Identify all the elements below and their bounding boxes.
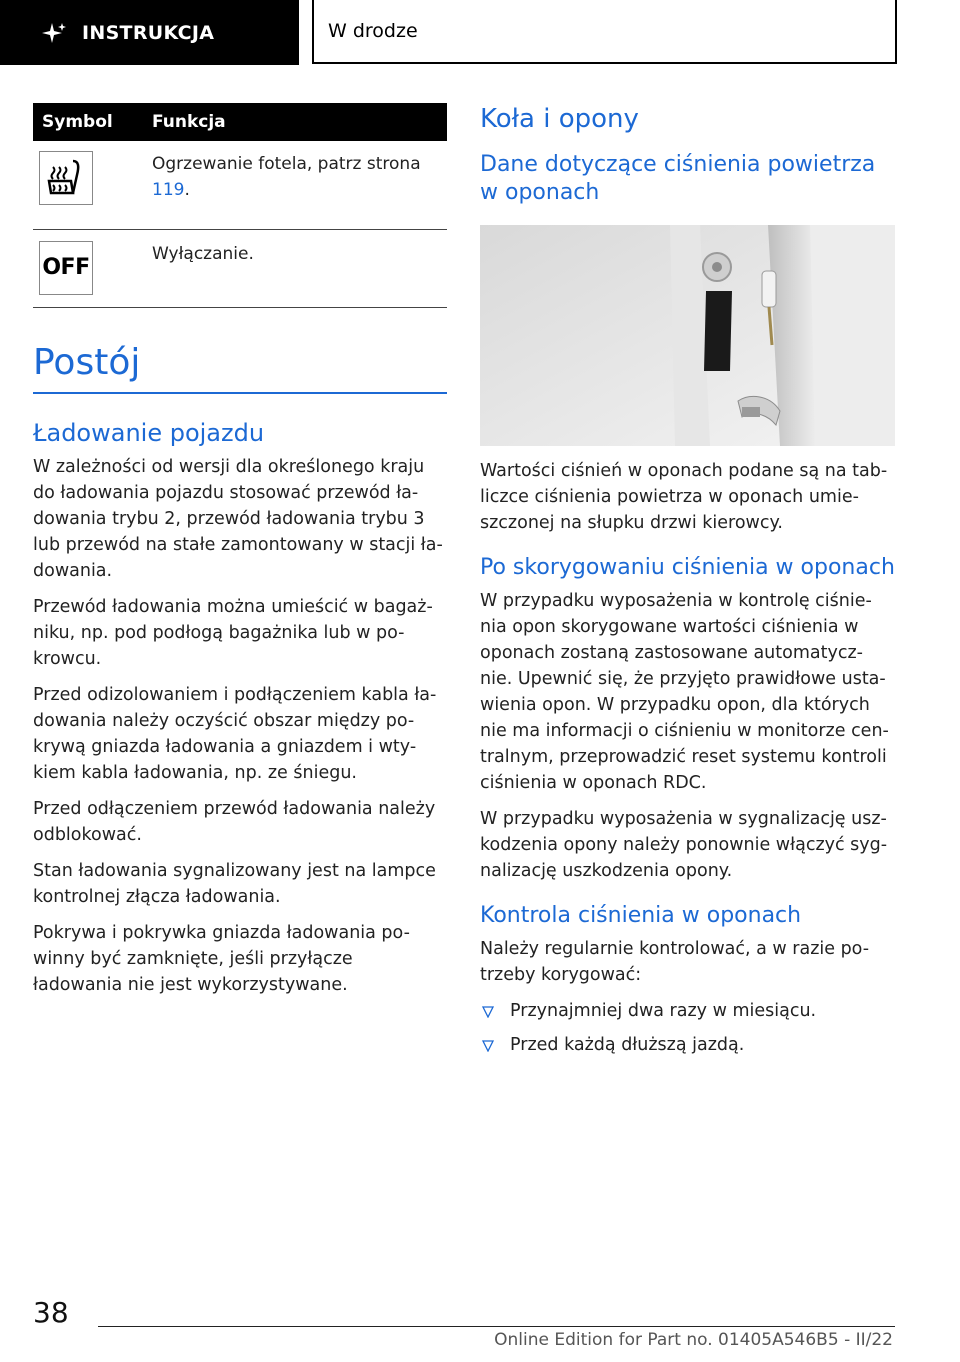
paragraph: Stan ładowania sygnalizowany jest na lampce kontrolnej złącza ładowania. <box>33 861 436 907</box>
symbol-column-header: Symbol <box>33 103 152 141</box>
subsection-title: Ładowanie pojazdu <box>33 419 265 447</box>
chapter-header <box>312 0 897 64</box>
chapter-title: W drodze <box>328 20 418 42</box>
tire-pressure-subtitle: Dane dotyczące ciśnienia powietrza w oponach <box>480 152 876 205</box>
seat-heating-description: Ogrzewanie fotela, patrz strona 119. <box>152 141 447 230</box>
off-description: Wyłączanie. <box>152 230 447 308</box>
paragraph: W przypadku wyposażenia w sygnalizację usz-kodzenia opony należy ponownie włączyć syg-nalizację uszkodzenia opony. <box>480 809 888 881</box>
photo-caption: Wartości ciśnień w oponach podane są na tab-liczce ciśnienia powietrza w oponach umie-szczonej na słupku drzwi kierowcy. <box>480 461 888 533</box>
table-row <box>33 141 447 230</box>
triangle-bullet-icon <box>482 1040 494 1052</box>
page-link[interactable]: 119 <box>152 180 185 200</box>
manual-tab-label: INSTRUKCJA <box>82 21 215 44</box>
paragraph: W zależności od wersji dla określonego kraju do ładowania pojazdu stosować przewód ła-dowania trybu 2, przewód ładowania trybu 3 lub przewód na stałe zamontowany w stacji ła-dowania. <box>33 457 443 581</box>
sparkle-icon <box>42 22 68 44</box>
edition-note: Online Edition for Part no. 01405A546B5 - II/22 <box>494 1330 893 1350</box>
section-title: Postój <box>33 342 447 394</box>
list-item: Przynajmniej dwa razy w miesiącu. <box>480 998 895 1024</box>
section-title: Po skorygowaniu ciśnienia w oponach <box>480 555 895 580</box>
paragraph: Pokrywa i pokrywka gniazda ładowania po-winny być zamknięte, jeśli przyłącze ładowania nie jest wykorzystywane. <box>33 923 410 995</box>
page-number: 38 <box>33 1296 69 1329</box>
function-column-header: Funkcja <box>152 103 447 141</box>
section-title: Kontrola ciśnienia w oponach <box>480 903 802 928</box>
list-item: Przed każdą dłuższą jazdą. <box>480 1032 895 1058</box>
paragraph: W przypadku wyposażenia w kontrolę ciśnie-nia opon skorygowane wartości ciśnienia w oponach zostaną zastosowane automatycz-nie. Upewnić się, że przyjęto prawidłowe usta-wienia opon. W przypadku opon, dla których nie ma informacji o ciśnieniu w monitorze cen-tralnym, przeprowadzić reset systemu kontroli ciśnienia w oponach RDC. <box>480 591 889 793</box>
paragraph: Przewód ładowania można umieścić w bagaż-niku, np. pod podłogą bagażnika lub w po-krowcu. <box>33 597 433 669</box>
symbol-table <box>33 103 447 308</box>
manual-tab[interactable] <box>0 0 299 65</box>
seat-heating-icon <box>39 151 93 205</box>
triangle-bullet-icon <box>482 1006 494 1018</box>
bullet-list <box>480 998 895 1058</box>
paragraph: Należy regularnie kontrolować, a w razie po-trzeby korygować: <box>480 939 870 985</box>
table-row <box>33 230 447 308</box>
paragraph: Przed odizolowaniem i podłączeniem kabla ła-dowania należy oczyścić obszar między po-krywą gniazda ładowania a gniazdem i wty-kiem kabla ładowania, np. ze śniegu. <box>33 685 437 783</box>
right-column <box>480 103 895 1066</box>
left-column <box>33 103 447 1008</box>
paragraph: Przed odłączeniem przewód ładowania należy odblokować. <box>33 799 436 845</box>
wheels-title: Koła i opony <box>480 104 639 134</box>
off-icon: OFF <box>39 241 93 295</box>
door-pillar-photo <box>480 225 895 446</box>
footer-divider <box>98 1326 895 1327</box>
